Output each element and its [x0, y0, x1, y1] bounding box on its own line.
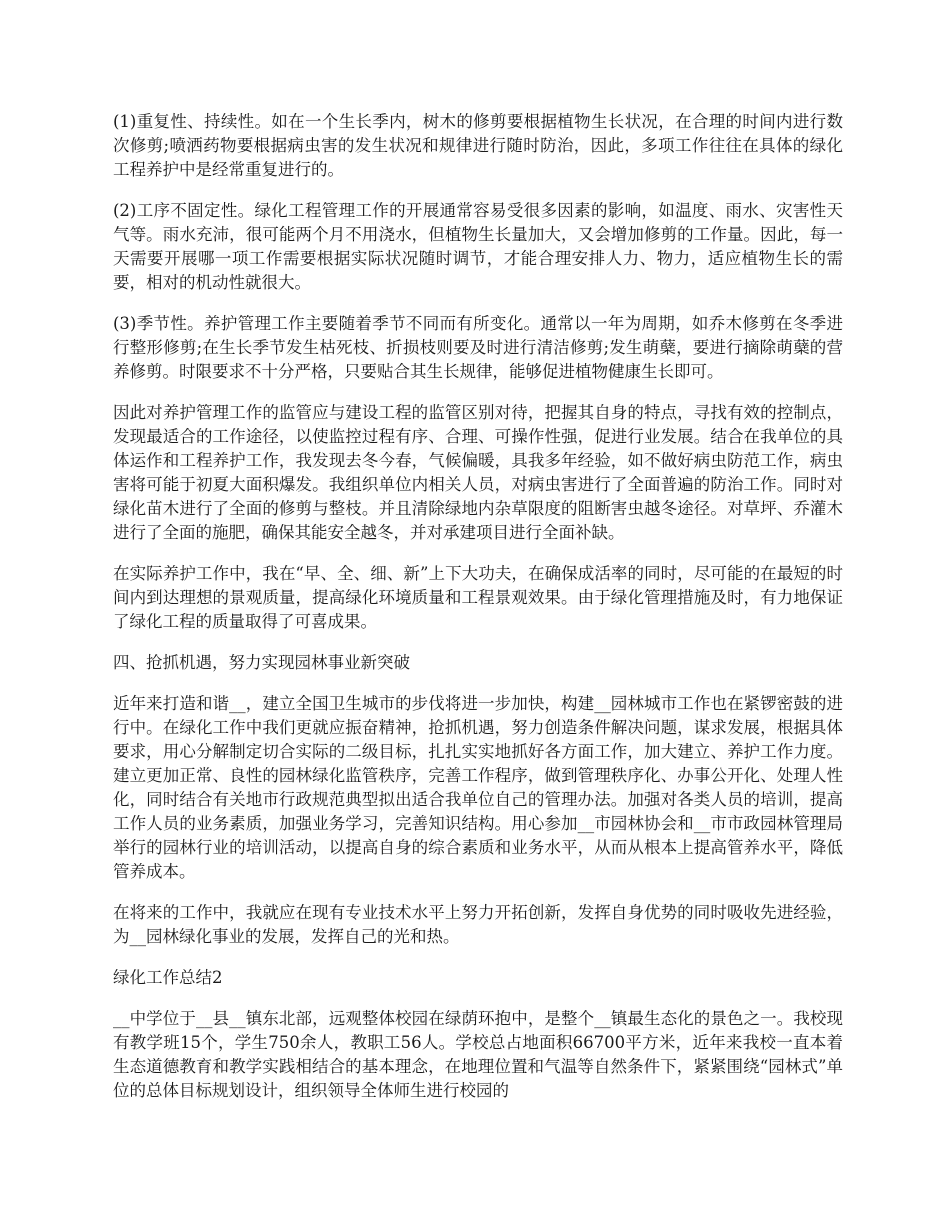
paragraph-supervision: 因此对养护管理工作的监管应与建设工程的监管区别对待，把握其自身的特点，寻找有效的控制点，发现最适合的工作途径，以使监控过程有序、合理、可操作性强，促进行业发展。结合在我单位的具体运作和工程养护工作，我发现去冬今春，气候偏暖，具我多年经验，如不做好病虫防范工作，病虫害将可能于初夏大面积爆发。我组织单位内相关人员，对病虫害进行了全面普遍的防治工作。同时对绿化苗木进行了全面的修剪与整枝。并且清除绿地内杂草限度的阻断害虫越冬途径。对草坪、乔灌木进行了全面的施肥，确保其能安全越冬，并对承建项目进行全面补缺。 [113, 403, 843, 542]
paragraph-seasonality: (3)季节性。养护管理工作主要随着季节不同而有所变化。通常以一年为周期，如乔木修剪在冬季进行整形修剪;在生长季节发生枯死枝、折损枝则要及时进行清洁修剪;发生萌蘖，要进行摘除萌蘖的营养修剪。时限要求不十分严格，只要贴合其生长规律，能够促进植物健康生长即可。 [113, 314, 843, 381]
summary-title-2: 绿化工作总结2 [113, 968, 223, 987]
section-heading-four: 四、抢抓机遇，努力实现园林事业新突破 [113, 653, 410, 672]
paragraph-future-work: 在将来的工作中，我就应在现有专业技术水平上努力开拓创新，发挥自身优势的同时吸收先进经验，为__园林绿化事业的发展，发挥自己的光和热。 [113, 903, 843, 946]
document-body [113, 110, 843, 1120]
paragraph-practice: 在实际养护工作中，我在“早、全、细、新”上下大功夫，在确保成活率的同时，尽可能的在最短的时间内到达理想的景观质量，提高绿化环境质量和工程景观效果。由于绿化管理措施及时，有力地保证了绿化工程的质量取得了可喜成果。 [113, 564, 843, 631]
paragraph-irregular-process: (2)工序不固定性。绿化工程管理工作的开展通常容易受很多因素的影响，如温度、雨水、灾害性天气等。雨水充沛，很可能两个月不用浇水，但植物生长量加大，又会增加修剪的工作量。因此，每一天需要开展哪一项工作需要根据实际状况随时调节，才能合理安排人力、物力，适应植物生长的需要，相对的机动性就很大。 [113, 201, 843, 292]
paragraph-school-intro: __中学位于__县__镇东北部，远观整体校园在绿荫环抱中，是整个__镇最生态化的景色之一。我校现有教学班15个，学生750余人，教职工56人。学校总占地面积66700平方米，近年来我校一直本着生态道德教育和教学实践相结合的基本理念，在地理位置和气温等自然条件下，紧紧围绕“园林式”单位的总体目标规划设计，组织领导全体师生进行校园的 [113, 1009, 843, 1100]
paragraph-recent-years: 近年来打造和谐__，建立全国卫生城市的步伐将进一步加快，构建__园林城市工作也在紧锣密鼓的进行中。在绿化工作中我们更就应振奋精神，抢抓机遇，努力创造条件解决问题，谋求发展，根据具体要求，用心分解制定切合实际的二级目标，扎扎实实地抓好各方面工作，加大建立、养护工作力度。建立更加正常、良性的园林绿化监管秩序，完善工作程序，做到管理秩序化、办事公开化、处理人性化，同时结合有关地市行政规范典型拟出适合我单位自己的管理办法。加强对各类人员的培训，提高工作人员的业务素质，加强业务学习，完善知识结构。用心参加__市园林协会和__市市政园林管理局举行的园林行业的培训活动，以提高自身的综合素质和业务水平，从而从根本上提高管养水平，降低管养成本。 [113, 694, 843, 881]
paragraph-repetitiveness: (1)重复性、持续性。如在一个生长季内，树木的修剪要根据植物生长状况，在合理的时间内进行数次修剪;喷洒药物要根据病虫害的发生状况和规律进行随时防治，因此，多项工作往往在具体的绿化工程养护中是经常重复进行的。 [113, 112, 843, 179]
